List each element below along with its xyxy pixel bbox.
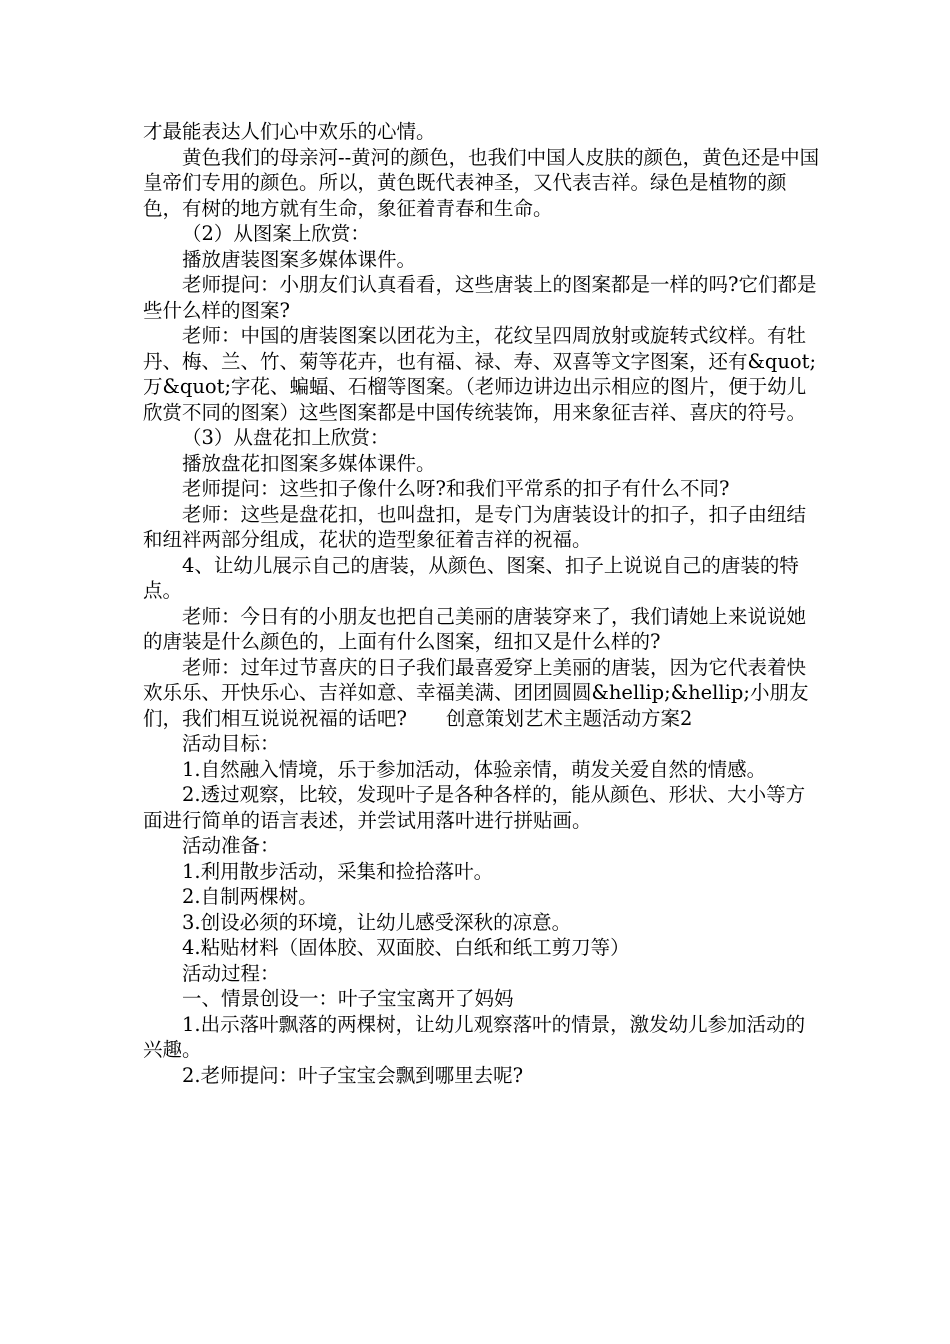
- paragraph-17: 活动准备：: [182, 834, 280, 857]
- paragraph-14: 活动目标：: [182, 732, 280, 755]
- paragraph-1: 才最能表达人们心中欢乐的心情。: [143, 120, 436, 143]
- paragraph-16: 2.透过观察，比较，发现叶子是各种各样的，能从颜色、形状、大小等方面进行简单的语言表述，并尝试用落叶进行拼贴画。: [143, 783, 806, 832]
- paragraph-4: 播放唐装图案多媒体课件。: [182, 247, 417, 271]
- document-body: [143, 119, 823, 1088]
- paragraph-5: 老师提问：小朋友们认真看看，这些唐装上的图案都是一样的吗?它们都是些什么样的图案?: [143, 273, 817, 322]
- paragraph-7: （3）从盘花扣上欣赏：: [182, 426, 390, 449]
- paragraph-21: 4.粘贴材料（固体胶、双面胶、白纸和纸工剪刀等）: [182, 936, 630, 959]
- paragraph-15: 1.自然融入情境，乐于参加活动，体验亲情，萌发关爱自然的情感。: [182, 757, 767, 781]
- paragraph-23: 一、情景创设一：叶子宝宝离开了妈妈: [182, 987, 514, 1010]
- paragraph-25: 2.老师提问：叶子宝宝会飘到哪里去呢?: [182, 1063, 524, 1087]
- paragraph-11: 4、让幼儿展示自己的唐装，从颜色、图案、扣子上说说自己的唐装的特点。: [143, 553, 799, 602]
- paragraph-6: 老师：中国的唐装图案以团花为主，花纹呈四周放射或旋转式纹样。有牡丹、梅、兰、竹、菊等花卉，也有福、禄、寿、双喜等文字图案，还有&quot;万&quot;字花、蝙蝠、石榴等图案。（老师边讲边出示相应的图片，便于幼儿欣赏不同的图案）这些图案都是中国传统装饰，用来象征吉祥、喜庆的符号。: [143, 324, 817, 424]
- paragraph-9: 老师提问：这些扣子像什么呀?和我们平常系的扣子有什么不同?: [182, 477, 730, 500]
- paragraph-22: 活动过程：: [182, 961, 280, 985]
- paragraph-18: 1.利用散步活动，采集和捡拾落叶。: [182, 859, 494, 883]
- paragraph-19: 2.自制两棵树。: [182, 885, 318, 908]
- paragraph-20: 3.创设必须的环境，让幼儿感受深秋的凉意。: [182, 910, 572, 934]
- paragraph-2: 黄色我们的母亲河--黄河的颜色，也我们中国人皮肤的颜色，黄色还是中国皇帝们专用的颜色。所以，黄色既代表神圣，又代表吉祥。绿色是植物的颜色，有树的地方就有生命，象征着青春和生命。: [143, 145, 820, 220]
- paragraph-12: 老师：今日有的小朋友也把自己美丽的唐装穿来了，我们请她上来说说她的唐装是什么颜色的，上面有什么图案，纽扣又是什么样的?: [143, 604, 807, 653]
- paragraph-10: 老师：这些是盘花扣，也叫盘扣，是专门为唐装设计的扣子，扣子由纽结和纽袢两部分组成，花状的造型象征着吉祥的祝福。: [143, 502, 807, 551]
- paragraph-8: 播放盘花扣图案多媒体课件。: [182, 451, 436, 475]
- paragraph-13: 老师：过年过节喜庆的日子我们最喜爱穿上美丽的唐装，因为它代表着快欢乐乐、开快乐心、吉祥如意、幸福美满、团团圆圆&hellip;&hellip;小朋友们，我们相互说说祝福的话吧? 创意策划艺术主题活动方案2: [143, 655, 809, 730]
- paragraph-24: 1.出示落叶飘落的两棵树，让幼儿观察落叶的情景，激发幼儿参加活动的兴趣。: [143, 1012, 806, 1061]
- paragraph-3: （2）从图案上欣赏：: [182, 222, 370, 245]
